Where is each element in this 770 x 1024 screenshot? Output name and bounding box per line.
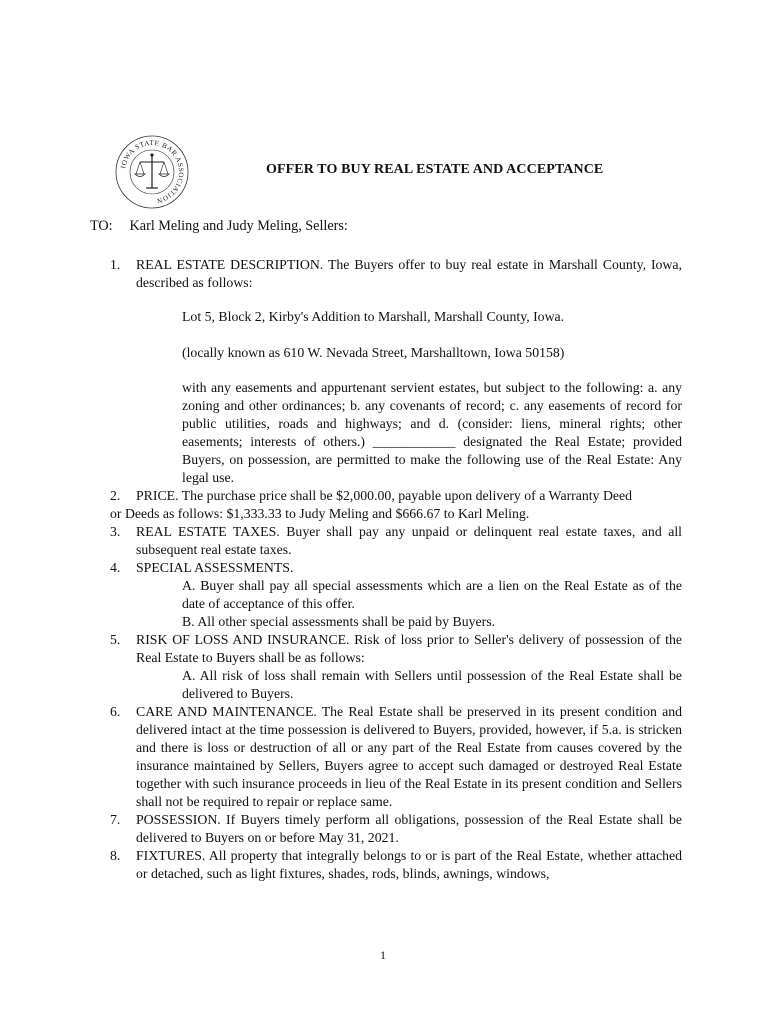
clause-text: CARE AND MAINTENANCE. The Real Estate shall be preserved in its present condition and delivered intact at the time possession is delivered to Buyers, provided, however, if 5.a. is stricken and there is loss or destruction of all or any part of the Real Estate from causes covered by the insurance maintained by Sellers, Buyers agree to accept such damaged or destroyed Real Estate together with such insurance proceeds in lieu of the Real Estate in its present condition and Sellers shall not be required to repair or replace same. [136, 704, 682, 809]
clause-item [110, 631, 682, 703]
clause-item [110, 811, 682, 847]
clause-continuation: or Deeds as follows: $1,333.33 to Judy Meling and $666.67 to Karl Meling. [110, 506, 530, 521]
clause-item [110, 559, 682, 631]
clause-text: PRICE. The purchase price shall be $2,000.00, payable upon delivery of a Warranty Deed [136, 488, 633, 503]
clause-text: POSSESSION. If Buyers timely perform all obligations, possession of the Real Estate shall be delivered to Buyers on or before May 31, 2021. [136, 812, 682, 845]
clause-text: REAL ESTATE TAXES. Buyer shall pay any unpaid or delinquent real estate taxes, and all subsequent real estate taxes. [136, 524, 682, 557]
page-number: 1 [380, 948, 386, 962]
clause-number: 2. [110, 488, 121, 503]
street-address: (locally known as 610 W. Nevada Street, Marshalltown, Iowa 50158) [182, 345, 565, 360]
clause-number: 4. [110, 560, 121, 575]
clause-item [110, 703, 682, 811]
addressee-names: Karl Meling and Judy Meling, Sellers: [129, 218, 348, 234]
clause-item [110, 487, 682, 523]
clause-item [110, 847, 682, 883]
subclause-a: A. All risk of loss shall remain with Sellers until possession of the Real Estate shall be delivered to Buyers. [182, 668, 682, 701]
bar-association-seal [114, 134, 190, 210]
subclause-a: A. Buyer shall pay all special assessments which are a lien on the Real Estate as of the date of acceptance of this offer. [182, 578, 682, 611]
clause-number: 8. [110, 848, 121, 863]
easements-text: with any easements and appurtenant servient estates, but subject to the following: a. any zoning and other ordinances; b. any covenants of record; c. any easements of record for public utilities, roads and highways; and d. (consider: liens, mineral rights; other easements; interests of others.) ____________ designated the Real Estate; provided Buyers, on possession, are permitted to make the following use of the Real Estate: Any legal use. [182, 380, 682, 485]
clause-text: FIXTURES. All property that integrally belongs to or is part of the Real Estate, whether attached or detached, such as light fixtures, shades, rods, blinds, awnings, windows, [136, 848, 682, 881]
legal-description: Lot 5, Block 2, Kirby's Addition to Marshall, Marshall County, Iowa. [182, 309, 565, 324]
clause-number: 3. [110, 524, 121, 539]
clause-number: 6. [110, 704, 121, 719]
clause-item [110, 523, 682, 559]
to-label: TO: [90, 218, 113, 234]
svg-text:IOWA STATE BAR ASSOCIATION: IOWA STATE BAR ASSOCIATION [119, 138, 186, 205]
clause-text: SPECIAL ASSESSMENTS. [136, 560, 294, 575]
clause-number: 7. [110, 812, 121, 827]
clause-number: 1. [110, 257, 121, 272]
subclause-b: B. All other special assessments shall be paid by Buyers. [182, 614, 496, 629]
clause-item [110, 256, 682, 487]
document-title: OFFER TO BUY REAL ESTATE AND ACCEPTANCE [266, 162, 604, 177]
clause-text: RISK OF LOSS AND INSURANCE. Risk of loss prior to Seller's delivery of possession of the Real Estate to Buyers shall be as follows: [136, 632, 682, 665]
clause-number: 5. [110, 632, 121, 647]
addressee-line [90, 218, 348, 235]
clause-list [110, 256, 682, 883]
clause-text: REAL ESTATE DESCRIPTION. The Buyers offer to buy real estate in Marshall County, Iowa, described as follows: [136, 257, 682, 290]
